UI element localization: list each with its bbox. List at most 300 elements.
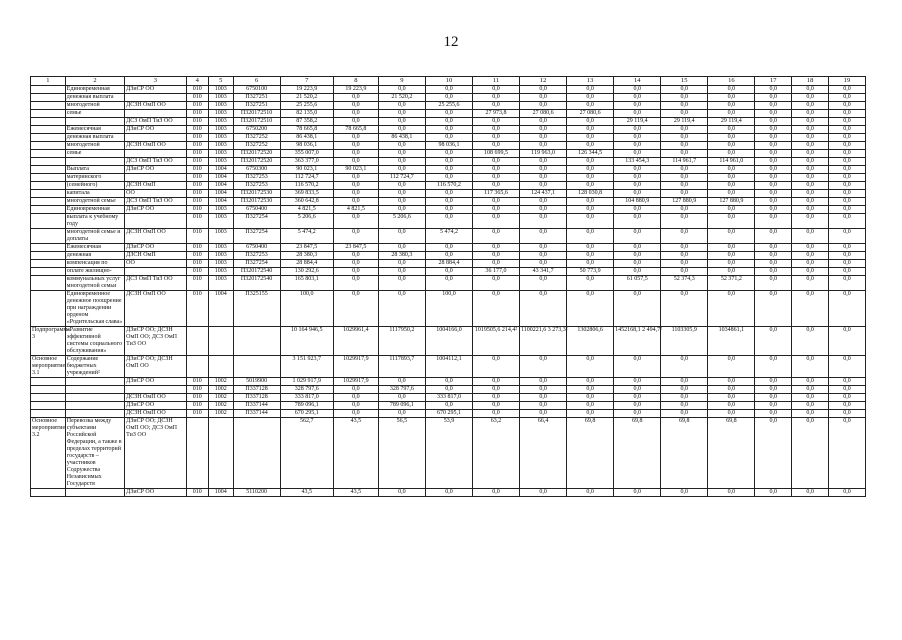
value-cell: 0,0 [661, 150, 708, 158]
value-cell: 0,0 [520, 291, 567, 327]
value-cell: 0,0 [520, 158, 567, 166]
value-cell: 0,0 [829, 260, 866, 268]
program-cell [31, 260, 66, 268]
value-cell: 116 570,2 [280, 182, 333, 190]
value-cell: 165 803,1 [280, 276, 333, 291]
value-cell: 010 [186, 276, 209, 291]
value-cell: П320172520 [233, 158, 280, 166]
program-cell [31, 190, 66, 198]
value-cell: 25 255,6 [280, 102, 333, 110]
value-cell: 0,0 [614, 190, 661, 198]
value-cell: 0,0 [792, 190, 829, 198]
page-number: 12 [443, 34, 459, 50]
value-cell: 0,0 [755, 126, 792, 134]
table-row [31, 182, 866, 190]
value-cell: 0,0 [520, 260, 567, 268]
value-cell: 0,0 [567, 118, 614, 126]
value-cell: 0,0 [755, 291, 792, 327]
value-cell: 010 [186, 206, 209, 214]
program-cell: Основное мероприятие 3.2 [31, 418, 66, 489]
value-cell: П337144 [233, 402, 280, 410]
column-number-cell: 7 [280, 77, 333, 86]
value-cell: 0,0 [425, 174, 472, 182]
value-cell: 0,0 [661, 378, 708, 386]
value-cell: 1452168,1 2 494,7² [614, 327, 661, 356]
program-cell [31, 252, 66, 260]
column-number-cell: 15 [661, 77, 708, 86]
value-cell: 0,0 [333, 110, 378, 118]
value-cell: 0,0 [755, 394, 792, 402]
value-cell: 100,0 [280, 291, 333, 327]
value-cell: 0,0 [755, 356, 792, 378]
value-cell: 0,0 [425, 126, 472, 134]
executor-cell [125, 134, 186, 142]
value-cell: 0,0 [333, 260, 378, 268]
program-cell [31, 182, 66, 190]
value-cell: 0,0 [708, 356, 755, 378]
value-cell: 0,0 [520, 182, 567, 190]
value-cell: 0,0 [829, 252, 866, 260]
program-cell [31, 386, 66, 394]
executor-cell: ДСЗ ОмП ТиЗ ОО [125, 198, 186, 206]
value-cell: 0,0 [661, 356, 708, 378]
measure-cell: многодетной семье и доплаты [65, 229, 124, 244]
value-cell: 0,0 [829, 126, 866, 134]
value-cell: 0,0 [567, 252, 614, 260]
value-cell: 28 380,3 [280, 252, 333, 260]
value-cell: 1117950,2 [378, 327, 425, 356]
value-cell: 0,0 [520, 489, 567, 497]
value-cell: 0,0 [792, 110, 829, 118]
value-cell: 5 474,2 [280, 229, 333, 244]
executor-cell [125, 214, 186, 229]
value-cell: 0,0 [792, 158, 829, 166]
value-cell: 0,0 [567, 260, 614, 268]
value-cell: 0,0 [614, 126, 661, 134]
table-row [31, 252, 866, 260]
value-cell: 0,0 [829, 190, 866, 198]
value-cell: 0,0 [708, 150, 755, 158]
value-cell: 1003 [209, 150, 234, 158]
value-cell: 0,0 [520, 410, 567, 418]
value-cell: 0,0 [792, 410, 829, 418]
value-cell: 0,0 [567, 158, 614, 166]
value-cell: 0,0 [661, 182, 708, 190]
value-cell: 0,0 [661, 394, 708, 402]
budget-table-container [30, 76, 866, 497]
value-cell: 0,0 [755, 327, 792, 356]
value-cell: 0,0 [614, 229, 661, 244]
measure-cell: многодетной [65, 102, 124, 110]
value-cell: 0,0 [378, 244, 425, 252]
value-cell: 0,0 [472, 291, 519, 327]
value-cell: 0,0 [755, 110, 792, 118]
value-cell: 333 817,0 [425, 394, 472, 402]
value-cell: П320172530 [233, 190, 280, 198]
value-cell: 0,0 [425, 86, 472, 94]
value-cell: 0,0 [708, 94, 755, 102]
value-cell: 1034861,1 [708, 327, 755, 356]
value-cell: 0,0 [425, 166, 472, 174]
value-cell: 0,0 [567, 489, 614, 497]
value-cell: 1003 [209, 229, 234, 244]
value-cell: 0,0 [661, 94, 708, 102]
column-number-row [31, 77, 866, 86]
value-cell: 0,0 [614, 291, 661, 327]
column-number-cell: 16 [708, 77, 755, 86]
value-cell: 0,0 [792, 229, 829, 244]
value-cell: 0,0 [708, 126, 755, 134]
value-cell: 010 [186, 174, 209, 182]
value-cell: 010 [186, 378, 209, 386]
value-cell: 19 223,9 [333, 86, 378, 94]
value-cell: 0,0 [472, 118, 519, 126]
value-cell [233, 418, 280, 489]
table-row [31, 158, 866, 166]
value-cell: 5 206,6 [378, 214, 425, 229]
value-cell: 0,0 [661, 190, 708, 198]
value-cell: 0,0 [708, 386, 755, 394]
program-cell [31, 134, 66, 142]
value-cell: 5019900 [233, 378, 280, 386]
value-cell: 1029961,4 [333, 327, 378, 356]
value-cell: 0,0 [378, 150, 425, 158]
program-cell [31, 126, 66, 134]
executor-cell: ДЗиСР ОО [125, 206, 186, 214]
value-cell: 0,0 [567, 206, 614, 214]
value-cell: 0,0 [829, 150, 866, 158]
column-number-cell: 11 [472, 77, 519, 86]
value-cell: 1004112,1 [425, 356, 472, 378]
value-cell: 0,0 [792, 150, 829, 158]
value-cell: 104 880,9 [614, 198, 661, 206]
value-cell: 0,0 [378, 86, 425, 94]
value-cell: 1003 [209, 86, 234, 94]
value-cell: 010 [186, 244, 209, 252]
value-cell: 0,0 [708, 142, 755, 150]
value-cell: 0,0 [520, 229, 567, 244]
value-cell: 0,0 [708, 378, 755, 386]
table-row [31, 166, 866, 174]
value-cell: 5110200 [233, 489, 280, 497]
executor-cell: ДСЗН ОмП [125, 182, 186, 190]
value-cell: 0,0 [829, 229, 866, 244]
value-cell: 0,0 [708, 214, 755, 229]
value-cell: 0,0 [792, 214, 829, 229]
value-cell: 0,0 [792, 182, 829, 190]
value-cell: 010 [186, 402, 209, 410]
value-cell: 0,0 [755, 244, 792, 252]
value-cell: П337128 [233, 394, 280, 402]
measure-cell [65, 386, 124, 394]
measure-cell: Ежемесячная [65, 244, 124, 252]
value-cell: 0,0 [829, 166, 866, 174]
value-cell: 0,0 [472, 394, 519, 402]
value-cell: 0,0 [567, 402, 614, 410]
value-cell: 010 [186, 489, 209, 497]
measure-cell [65, 378, 124, 386]
value-cell: 1004166,0 [425, 327, 472, 356]
value-cell: 0,0 [661, 166, 708, 174]
program-cell [31, 110, 66, 118]
value-cell: 0,0 [614, 268, 661, 276]
executor-cell: ДСЗ ОмП ТиЗ ОО [125, 158, 186, 166]
value-cell: 0,0 [567, 276, 614, 291]
value-cell: 43,5 [333, 418, 378, 489]
value-cell: 36 177,0 [472, 268, 519, 276]
value-cell: 1302806,6 [567, 327, 614, 356]
value-cell: 0,0 [661, 252, 708, 260]
program-cell [31, 142, 66, 150]
value-cell: 0,0 [425, 252, 472, 260]
value-cell: 0,0 [792, 94, 829, 102]
table-row [31, 260, 866, 268]
value-cell: 0,0 [520, 94, 567, 102]
value-cell: 130 292,6 [280, 268, 333, 276]
program-cell [31, 174, 66, 182]
value-cell: 0,0 [378, 110, 425, 118]
column-number-cell: 3 [125, 77, 186, 86]
value-cell: 0,0 [829, 386, 866, 394]
value-cell: 98 036,1 [425, 142, 472, 150]
table-row [31, 118, 866, 126]
value-cell: 0,0 [425, 244, 472, 252]
value-cell: П327251 [233, 102, 280, 110]
table-row [31, 291, 866, 327]
value-cell: П320172510 [233, 110, 280, 118]
value-cell: 0,0 [792, 244, 829, 252]
value-cell: 355 007,0 [280, 150, 333, 158]
value-cell: 25 255,6 [425, 102, 472, 110]
value-cell: 0,0 [378, 190, 425, 198]
value-cell: 0,0 [520, 198, 567, 206]
value-cell: 0,0 [792, 489, 829, 497]
value-cell: 0,0 [829, 327, 866, 356]
value-cell: 1003 [209, 110, 234, 118]
executor-cell: ДЗиСР ОО [125, 489, 186, 497]
value-cell: 0,0 [378, 118, 425, 126]
value-cell: 0,0 [708, 102, 755, 110]
value-cell: 1002 [209, 402, 234, 410]
value-cell: 0,0 [520, 118, 567, 126]
value-cell: 21 520,2 [378, 94, 425, 102]
value-cell: 0,0 [661, 126, 708, 134]
value-cell: 0,0 [829, 182, 866, 190]
value-cell: 0,0 [472, 252, 519, 260]
executor-cell [125, 174, 186, 182]
value-cell: 63,2 [472, 418, 519, 489]
executor-cell: ДЗСН ОмП [125, 252, 186, 260]
value-cell: 0,0 [755, 378, 792, 386]
value-cell: 0,0 [378, 268, 425, 276]
value-cell: 0,0 [661, 110, 708, 118]
program-cell [31, 402, 66, 410]
value-cell: 0,0 [661, 174, 708, 182]
value-cell: 1004 [209, 190, 234, 198]
executor-cell: ДЗиСР ОО [125, 244, 186, 252]
program-cell [31, 394, 66, 402]
value-cell: 6750400 [233, 244, 280, 252]
value-cell: 670 295,1 [425, 410, 472, 418]
value-cell: 114 961,7 [661, 158, 708, 166]
value-cell: 0,0 [520, 356, 567, 378]
value-cell: 0,0 [792, 276, 829, 291]
value-cell: П327252 [233, 142, 280, 150]
value-cell: 4 821,5 [333, 206, 378, 214]
table-row [31, 102, 866, 110]
value-cell: 0,0 [520, 252, 567, 260]
value-cell: 0,0 [755, 402, 792, 410]
value-cell: 0,0 [708, 182, 755, 190]
value-cell: 43,5 [280, 489, 333, 497]
value-cell: 0,0 [755, 410, 792, 418]
value-cell: 0,0 [708, 260, 755, 268]
value-cell: 0,0 [425, 378, 472, 386]
value-cell: 0,0 [333, 182, 378, 190]
value-cell: 108 699,5 [472, 150, 519, 158]
value-cell: 52 374,3 [661, 276, 708, 291]
value-cell [186, 327, 209, 356]
value-cell: 1117893,7 [378, 356, 425, 378]
value-cell: 0,0 [472, 182, 519, 190]
value-cell: 0,0 [792, 198, 829, 206]
value-cell: П327254 [233, 229, 280, 244]
value-cell: 1004 [209, 198, 234, 206]
value-cell: 0,0 [829, 158, 866, 166]
value-cell: 0,0 [472, 260, 519, 268]
value-cell: 0,0 [829, 244, 866, 252]
value-cell: 0,0 [378, 291, 425, 327]
value-cell: 1003 [209, 94, 234, 102]
value-cell: 23 847,5 [280, 244, 333, 252]
value-cell: 0,0 [333, 214, 378, 229]
measure-cell: Единовременное денежное поощрение при награждении орденом «Родительская слава» [65, 291, 124, 327]
value-cell: 010 [186, 166, 209, 174]
value-cell: 0,0 [520, 86, 567, 94]
value-cell: 6750100 [233, 86, 280, 94]
value-cell: 0,0 [333, 190, 378, 198]
value-cell: 0,0 [378, 394, 425, 402]
value-cell: 0,0 [708, 252, 755, 260]
measure-cell: коммунальных услуг многодетной семьи [65, 276, 124, 291]
measure-cell: Единовременная [65, 86, 124, 94]
table-row [31, 386, 866, 394]
value-cell: 28 380,3 [378, 252, 425, 260]
program-cell [31, 378, 66, 386]
value-cell: 0,0 [792, 291, 829, 327]
measure-cell: многодетной [65, 142, 124, 150]
value-cell: 0,0 [520, 174, 567, 182]
value-cell: 0,0 [708, 206, 755, 214]
value-cell: 0,0 [425, 386, 472, 394]
executor-cell: ДЗиСР ОО; ДСЗН ОмП ОО [125, 356, 186, 378]
table-row [31, 244, 866, 252]
executor-cell: ДЗиСР ОО [125, 126, 186, 134]
value-cell: 1029917,9 [333, 378, 378, 386]
value-cell: 0,0 [755, 268, 792, 276]
value-cell: 0,0 [614, 410, 661, 418]
value-cell: 0,0 [333, 410, 378, 418]
measure-cell [65, 118, 124, 126]
value-cell: 1019505,6 214,4² [472, 327, 519, 356]
value-cell: 0,0 [472, 198, 519, 206]
value-cell: 010 [186, 110, 209, 118]
value-cell: 0,0 [792, 86, 829, 94]
value-cell: 0,0 [567, 86, 614, 94]
value-cell: П327253 [233, 174, 280, 182]
value-cell: 0,0 [472, 489, 519, 497]
value-cell: 0,0 [829, 134, 866, 142]
value-cell: П327254 [233, 214, 280, 229]
value-cell: 0,0 [661, 214, 708, 229]
program-cell [31, 229, 66, 244]
value-cell: 0,0 [472, 166, 519, 174]
column-number-cell: 9 [378, 77, 425, 86]
measure-cell [65, 394, 124, 402]
value-cell: 0,0 [614, 394, 661, 402]
value-cell: 1004 [209, 291, 234, 327]
measure-cell: Ежемесячная [65, 126, 124, 134]
budget-table [30, 76, 866, 497]
program-cell [31, 276, 66, 291]
value-cell: 19 223,9 [280, 86, 333, 94]
value-cell: 0,0 [792, 327, 829, 356]
value-cell: 28 884,4 [280, 260, 333, 268]
value-cell: 0,0 [472, 206, 519, 214]
measure-cell: семье [65, 150, 124, 158]
value-cell: 0,0 [792, 166, 829, 174]
program-cell: Основное мероприятие 3.1 [32, 356, 66, 376]
executor-cell: ДЗиСР ОО; ДСЗН ОмП ОО; ДСЗ ОмП ТиЗ ОО [125, 327, 186, 356]
value-cell: П325155 [233, 291, 280, 327]
value-cell: 0,0 [378, 102, 425, 110]
value-cell: 1004 [209, 174, 234, 182]
value-cell: 50 773,9 [567, 268, 614, 276]
program-cell [31, 158, 66, 166]
value-cell: 0,0 [472, 386, 519, 394]
value-cell: 86 438,1 [280, 134, 333, 142]
measure-cell [65, 158, 124, 166]
value-cell: 0,0 [829, 402, 866, 410]
value-cell: 1003 [209, 134, 234, 142]
value-cell: 0,0 [755, 102, 792, 110]
value-cell: П337128 [233, 386, 280, 394]
value-cell: 0,0 [567, 198, 614, 206]
value-cell: 0,0 [792, 268, 829, 276]
value-cell: 0,0 [614, 142, 661, 150]
column-number-cell: 4 [186, 77, 209, 86]
table-row [31, 356, 866, 378]
value-cell: 0,0 [567, 134, 614, 142]
value-cell: 1003 [209, 158, 234, 166]
value-cell: 0,0 [614, 94, 661, 102]
value-cell: П320172510 [233, 118, 280, 126]
value-cell: 0,0 [829, 276, 866, 291]
value-cell: 0,0 [755, 174, 792, 182]
value-cell: 1003 [209, 260, 234, 268]
column-number-cell: 19 [829, 77, 866, 86]
value-cell: 0,0 [755, 229, 792, 244]
value-cell: 0,0 [567, 291, 614, 327]
measure-cell: выплата к учебному году [65, 214, 124, 229]
value-cell: 0,0 [755, 386, 792, 394]
value-cell: 1100221,6 3 273,3² [520, 327, 567, 356]
value-cell: 010 [186, 386, 209, 394]
value-cell: 0,0 [520, 244, 567, 252]
measure-cell: семье [65, 110, 124, 118]
value-cell: 0,0 [829, 198, 866, 206]
measure-cell: (семейного) [65, 182, 124, 190]
